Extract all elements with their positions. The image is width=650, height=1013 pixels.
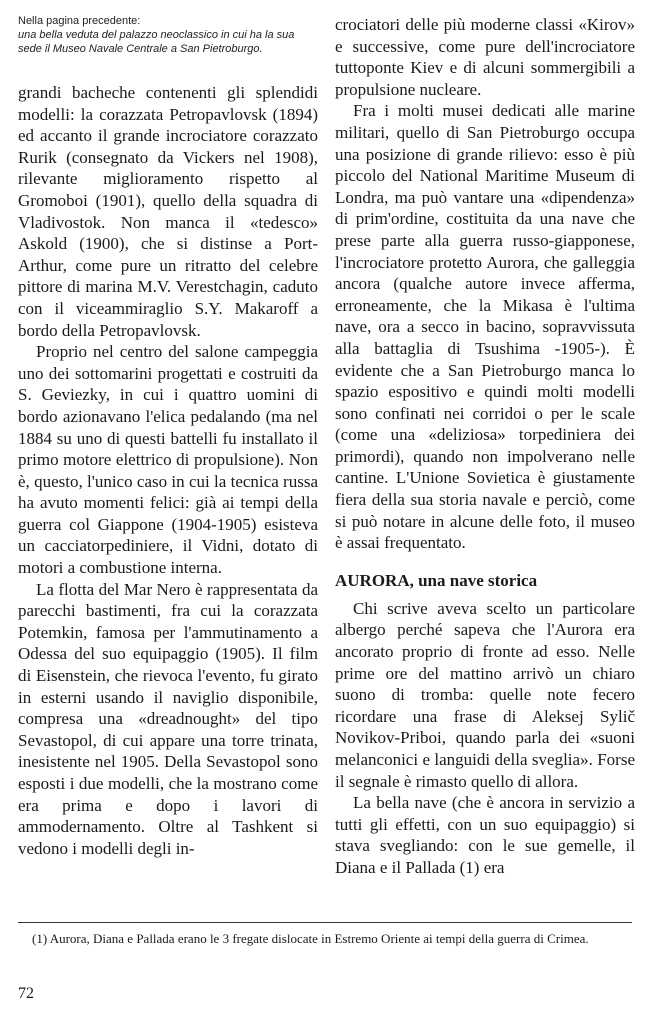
footnote-divider: [18, 922, 632, 923]
photo-caption: [18, 14, 318, 56]
right-column: [335, 14, 635, 879]
body-paragraph: Fra i molti musei dedicati alle marine militari, quello di San Pietroburgo occupa una posizione di grande rilievo: esso è più piccolo del National Maritime Museum di Londra, ma può vantare una «dipendenza» di prim'ordine, costituita da una nave che prese parte alla guerra russo-giapponese, l'incrociatore protetto Aurora, che galleggia ancora (qualche autore invece afferma, erroneamente, che la Mikasa è l'ultima nave, ora a secco in bacino, sopravvissuta alla battaglia di Tsushima -1905-). È evidente che a San Pietroburgo manca lo spazio espositivo e quindi molti modelli sono confinati nei corridoi o per le scale (come una «deliziosa» torpediniera dei primordi), quando non impolverano nelle cantine. L'Unione Sovietica è giustamente fiera della sua storia navale e perciò, come si può notare in alcune delle foto, il museo è assai frequentato.: [335, 101, 635, 553]
body-paragraph: crociatori delle più moderne classi «Kirov» e successive, come pure dell'incrociatore tuttoponte Kiev e di alcuni sommergibili a propulsione nucleare.: [335, 15, 635, 99]
body-paragraph: Chi scrive aveva scelto un particolare albergo perché sapeva che l'Aurora era ancorato proprio di fronte ad esso. Nelle prime ore del mattino arrivò un chiaro suono di tromba: quelle note fecero ricordare una frase di Aleksej Sylič Novikov-Priboi, quando parla dei «suoni melanconici e languidi della sveglia». Forse il segnale è rimasto quello di allora.: [335, 598, 635, 791]
body-paragraph: La bella nave (che è ancora in servizio a tutti gli effetti, con un suo equipaggio) si stava svegliando: con le sue gemelle, il Diana e il Pallada (1) era: [335, 793, 635, 877]
body-paragraph: La flotta del Mar Nero è rappresentata da parecchi bastimenti, fra cui la corazzata Potemkin, famosa per l'ammutinamento a Odessa del suo equipaggio (1905). Il film di Eisenstein, che rievoca l'evento, fu girato in esterni usando il naviglio disponibile, compresa una «dreadnought» del tipo Sevastopol, di cui appare una torre trinata, inesistente nel 1905. Della Sevastopol sono esposti i due modelli, che la mostrano come era prima e dopo i lavori di ammodernamento. Oltre al Tashkent si vedono i modelli degli in-: [18, 579, 318, 858]
body-paragraph: grandi bacheche contenenti gli splendidi modelli: la corazzata Petropavlovsk (1894) ed accanto il grande incrociatore corazzato Rurik (consegnato da Vickers nel 1908), rilevante miglioramento rispetto al Gromoboi (1901), quello della squadra di Vladivostok. Non manca il «tedesco» Askold (1900), che si distinse a Port-Arthur, come pure un ritratto del celebre pittore di marina M.V. Verestchagin, caduto con il viceammiraglio S.Y. Makaroff a bordo della Petropavlovsk.: [18, 83, 318, 340]
page-number: 72: [18, 985, 34, 1002]
footnote: (1) Aurora, Diana e Pallada erano le 3 fregate dislocate in Estremo Oriente ai tempi della guerra di Crimea.: [32, 931, 589, 946]
caption-text: una bella veduta del palazzo neoclassico in cui ha la sua sede il Museo Navale Centrale a San Pietroburgo.: [18, 29, 295, 55]
section-heading: AURORA, una nave storica: [335, 570, 538, 590]
body-paragraph: Proprio nel centro del salone campeggia uno dei sottomarini progettati e costruiti da S. Geviezky, in cui i quattro uomini di bordo azionavano l'elica pedalando (ma nel 1884 su uno di questi battelli fu installato il primo motore elettrico di propulsione). Non è, questo, l'unico caso in cui la tecnica russa ha avuto momenti felici: già ai tempi della guerra col Giappone (1904-1905) esisteva un cacciatorpediniere, il Vidni, dotato di motori a combustione interna.: [18, 342, 318, 578]
left-column: [18, 14, 318, 859]
caption-heading: Nella pagina precedente:: [18, 15, 141, 27]
